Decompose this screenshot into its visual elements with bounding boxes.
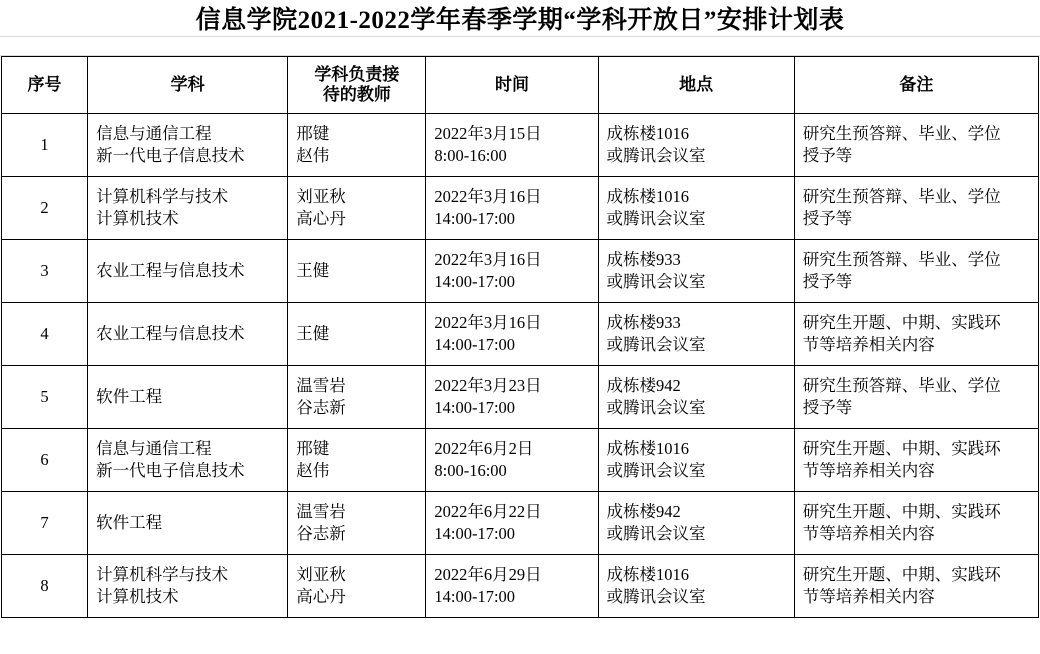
cell-note	[794, 114, 1038, 177]
table-row	[2, 303, 1039, 366]
cell-note-line: 研究生开题、中期、实践环	[802, 564, 1001, 584]
column-header-time	[426, 57, 598, 114]
cell-note-text	[795, 120, 1038, 171]
cell-note-line: 授予等	[802, 398, 853, 417]
cell-discipline-text	[88, 183, 287, 234]
cell-teacher-line: 高心丹	[296, 587, 346, 606]
cell-discipline	[88, 114, 288, 177]
cell-note-line: 研究生预答辩、毕业、学位	[802, 186, 1001, 206]
cell-discipline-line: 新一代电子信息技术	[96, 146, 245, 165]
cell-no-line: 2	[40, 197, 49, 217]
cell-teacher-text	[288, 183, 425, 234]
column-header-time-label: 时间	[494, 75, 529, 95]
cell-place-line: 或腾讯会议室	[606, 335, 706, 354]
cell-discipline-line: 计算机技术	[96, 209, 179, 228]
cell-time-text	[426, 561, 597, 612]
column-header-teacher-label-line2: 待的教师	[322, 85, 391, 104]
cell-teacher-line: 温雪岩	[296, 375, 346, 395]
cell-teacher	[288, 177, 426, 240]
cell-time-text	[426, 372, 597, 423]
cell-place-text	[599, 435, 794, 486]
table-header-row	[2, 57, 1039, 114]
cell-note	[794, 177, 1038, 240]
cell-discipline-line: 信息与通信工程	[96, 123, 212, 143]
cell-time	[426, 429, 598, 492]
cell-note-line: 节等培养相关内容	[802, 587, 935, 606]
cell-place	[598, 366, 794, 429]
cell-place	[598, 177, 794, 240]
cell-discipline-line: 计算机科学与技术	[96, 186, 229, 206]
column-header-teacher-label-line1: 学科负责接	[314, 64, 400, 84]
cell-time-line: 14:00-17:00	[434, 209, 516, 228]
cell-teacher	[288, 555, 426, 618]
cell-place-line: 或腾讯会议室	[606, 209, 706, 228]
cell-place-text	[599, 120, 794, 171]
cell-time-line: 2022年3月16日	[434, 312, 542, 332]
cell-discipline	[88, 240, 288, 303]
cell-place	[598, 492, 794, 555]
cell-teacher-line: 赵伟	[296, 146, 330, 165]
cell-note-line: 研究生开题、中期、实践环	[802, 312, 1001, 332]
cell-time-text	[426, 120, 597, 171]
cell-time-text	[426, 246, 597, 297]
cell-teacher-text	[288, 372, 425, 423]
cell-discipline	[88, 366, 288, 429]
cell-no-line: 1	[40, 134, 49, 154]
cell-teacher-text	[288, 120, 425, 171]
cell-teacher-line: 邢键	[296, 123, 330, 143]
cell-no-line: 6	[40, 449, 49, 469]
column-header-discipline	[88, 57, 288, 114]
cell-note	[794, 366, 1038, 429]
cell-no	[2, 555, 88, 618]
table-row	[2, 429, 1039, 492]
cell-time-line: 2022年3月23日	[434, 375, 542, 395]
cell-teacher-line: 赵伟	[296, 461, 330, 480]
cell-place-text	[599, 498, 794, 549]
cell-place-text	[599, 246, 794, 297]
schedule-table	[1, 56, 1039, 618]
cell-place-line: 成栋楼1016	[606, 123, 690, 143]
table-row	[2, 366, 1039, 429]
cell-note-line: 授予等	[802, 146, 853, 165]
column-header-place	[598, 57, 794, 114]
column-header-teacher	[288, 57, 426, 114]
cell-place-text	[599, 183, 794, 234]
column-header-place-label: 地点	[679, 75, 714, 95]
cell-place-line: 成栋楼1016	[606, 564, 690, 584]
cell-place	[598, 555, 794, 618]
cell-teacher-text	[288, 561, 425, 612]
cell-time-line: 2022年3月16日	[434, 249, 542, 269]
cell-note	[794, 240, 1038, 303]
cell-discipline-line: 计算机技术	[96, 587, 179, 606]
cell-teacher-line: 王健	[296, 260, 330, 280]
title-spacer-row	[0, 37, 1040, 56]
cell-no	[2, 177, 88, 240]
cell-no-text	[2, 194, 87, 222]
cell-note-line: 研究生开题、中期、实践环	[802, 501, 1001, 521]
cell-teacher	[288, 492, 426, 555]
cell-discipline-text	[88, 320, 287, 348]
table-row	[2, 240, 1039, 303]
cell-place-text	[599, 561, 794, 612]
cell-place-line: 成栋楼933	[606, 312, 681, 332]
cell-note-text	[795, 372, 1038, 423]
page-title: 信息学院2021-2022学年春季学期“学科开放日”安排计划表	[195, 7, 845, 34]
cell-note-line: 节等培养相关内容	[802, 524, 935, 543]
cell-teacher-text	[288, 257, 425, 285]
cell-place-line: 成栋楼1016	[606, 438, 690, 458]
cell-time-text	[426, 183, 597, 234]
table-body	[2, 114, 1039, 618]
cell-place-line: 或腾讯会议室	[606, 587, 706, 606]
cell-time-text	[426, 435, 597, 486]
cell-discipline-line: 信息与通信工程	[96, 438, 212, 458]
cell-discipline-text	[88, 257, 287, 285]
cell-no-text	[2, 131, 87, 159]
cell-place-text	[599, 372, 794, 423]
cell-discipline	[88, 429, 288, 492]
cell-note-text	[795, 435, 1038, 486]
cell-time	[426, 492, 598, 555]
cell-place-line: 或腾讯会议室	[606, 146, 706, 165]
table-row	[2, 555, 1039, 618]
cell-teacher-line: 谷志新	[296, 398, 346, 417]
cell-time	[426, 114, 598, 177]
table-row	[2, 492, 1039, 555]
cell-time-line: 14:00-17:00	[434, 524, 516, 543]
cell-time	[426, 303, 598, 366]
cell-no-text	[2, 383, 87, 411]
column-header-no	[2, 57, 88, 114]
cell-note-text	[795, 561, 1038, 612]
cell-teacher-line: 刘亚秋	[296, 564, 346, 584]
cell-discipline-line: 农业工程与信息技术	[96, 323, 245, 343]
cell-no-text	[2, 509, 87, 537]
column-header-no-label: 序号	[27, 75, 62, 95]
cell-discipline-line: 计算机科学与技术	[96, 564, 229, 584]
cell-no	[2, 240, 88, 303]
cell-time-text	[426, 309, 597, 360]
table-row	[2, 177, 1039, 240]
cell-no-line: 7	[40, 512, 49, 532]
cell-place-line: 或腾讯会议室	[606, 461, 706, 480]
cell-teacher	[288, 240, 426, 303]
cell-note-line: 研究生开题、中期、实践环	[802, 438, 1001, 458]
cell-note	[794, 303, 1038, 366]
cell-discipline	[88, 555, 288, 618]
cell-teacher	[288, 366, 426, 429]
cell-place-line: 或腾讯会议室	[606, 524, 706, 543]
cell-time-line: 14:00-17:00	[434, 335, 516, 354]
cell-discipline-text	[88, 435, 287, 486]
cell-teacher	[288, 429, 426, 492]
cell-no	[2, 303, 88, 366]
column-header-discipline-label: 学科	[170, 75, 205, 95]
cell-time-line: 14:00-17:00	[434, 272, 516, 291]
cell-no-line: 5	[40, 386, 49, 406]
cell-time-line: 8:00-16:00	[434, 146, 507, 165]
cell-note	[794, 492, 1038, 555]
cell-note	[794, 555, 1038, 618]
cell-note-line: 节等培养相关内容	[802, 461, 935, 480]
cell-place-line: 成栋楼942	[606, 375, 681, 395]
cell-discipline	[88, 303, 288, 366]
cell-place	[598, 114, 794, 177]
cell-discipline-line: 软件工程	[96, 512, 163, 532]
cell-no	[2, 492, 88, 555]
cell-place	[598, 303, 794, 366]
column-header-note-label: 备注	[899, 75, 934, 95]
cell-no	[2, 366, 88, 429]
cell-discipline-text	[88, 509, 287, 537]
cell-time-line: 8:00-16:00	[434, 461, 507, 480]
cell-time	[426, 366, 598, 429]
cell-place-line: 成栋楼933	[606, 249, 681, 269]
cell-discipline-line: 新一代电子信息技术	[96, 461, 245, 480]
cell-no	[2, 429, 88, 492]
cell-teacher-text	[288, 320, 425, 348]
cell-teacher-line: 谷志新	[296, 524, 346, 543]
cell-note-line: 授予等	[802, 209, 853, 228]
cell-place-line: 成栋楼942	[606, 501, 681, 521]
cell-time-line: 2022年6月29日	[434, 564, 542, 584]
cell-time-line: 14:00-17:00	[434, 398, 516, 417]
cell-time-line: 2022年6月2日	[434, 438, 534, 458]
cell-note-line: 节等培养相关内容	[802, 335, 935, 354]
cell-time	[426, 555, 598, 618]
cell-place-line: 或腾讯会议室	[606, 398, 706, 417]
cell-discipline-text	[88, 383, 287, 411]
cell-note	[794, 429, 1038, 492]
cell-time-text	[426, 498, 597, 549]
cell-discipline-line: 农业工程与信息技术	[96, 260, 245, 280]
cell-note-line: 研究生预答辩、毕业、学位	[802, 249, 1001, 269]
cell-note-text	[795, 246, 1038, 297]
cell-teacher	[288, 114, 426, 177]
cell-note-text	[795, 183, 1038, 234]
document-title-row	[0, 0, 1040, 37]
cell-no-line: 3	[40, 260, 49, 280]
cell-discipline-text	[88, 120, 287, 171]
cell-no-text	[2, 572, 87, 600]
cell-teacher-line: 温雪岩	[296, 501, 346, 521]
cell-no-text	[2, 257, 87, 285]
cell-teacher-text	[288, 435, 425, 486]
cell-place-text	[599, 309, 794, 360]
cell-note-line: 研究生预答辩、毕业、学位	[802, 375, 1001, 395]
cell-time-line: 2022年3月15日	[434, 123, 542, 143]
table-row	[2, 114, 1039, 177]
cell-no-line: 8	[40, 575, 49, 595]
cell-time-line: 2022年3月16日	[434, 186, 542, 206]
cell-no-line: 4	[40, 323, 49, 343]
cell-no	[2, 114, 88, 177]
cell-discipline-line: 软件工程	[96, 386, 163, 406]
cell-teacher-line: 刘亚秋	[296, 186, 346, 206]
cell-note-text	[795, 309, 1038, 360]
cell-place	[598, 240, 794, 303]
cell-time-line: 2022年6月22日	[434, 501, 542, 521]
cell-place-line: 成栋楼1016	[606, 186, 690, 206]
cell-discipline-text	[88, 561, 287, 612]
cell-teacher-text	[288, 498, 425, 549]
cell-time-line: 14:00-17:00	[434, 587, 516, 606]
cell-note-line: 研究生预答辩、毕业、学位	[802, 123, 1001, 143]
cell-place	[598, 429, 794, 492]
cell-teacher-line: 王健	[296, 323, 330, 343]
cell-teacher-line: 邢键	[296, 438, 330, 458]
cell-note-text	[795, 498, 1038, 549]
cell-time	[426, 240, 598, 303]
cell-teacher	[288, 303, 426, 366]
cell-teacher-line: 高心丹	[296, 209, 346, 228]
cell-no-text	[2, 446, 87, 474]
column-header-note	[794, 57, 1038, 114]
cell-no-text	[2, 320, 87, 348]
cell-time	[426, 177, 598, 240]
cell-discipline	[88, 177, 288, 240]
cell-note-line: 授予等	[802, 272, 853, 291]
cell-place-line: 或腾讯会议室	[606, 272, 706, 291]
cell-discipline	[88, 492, 288, 555]
